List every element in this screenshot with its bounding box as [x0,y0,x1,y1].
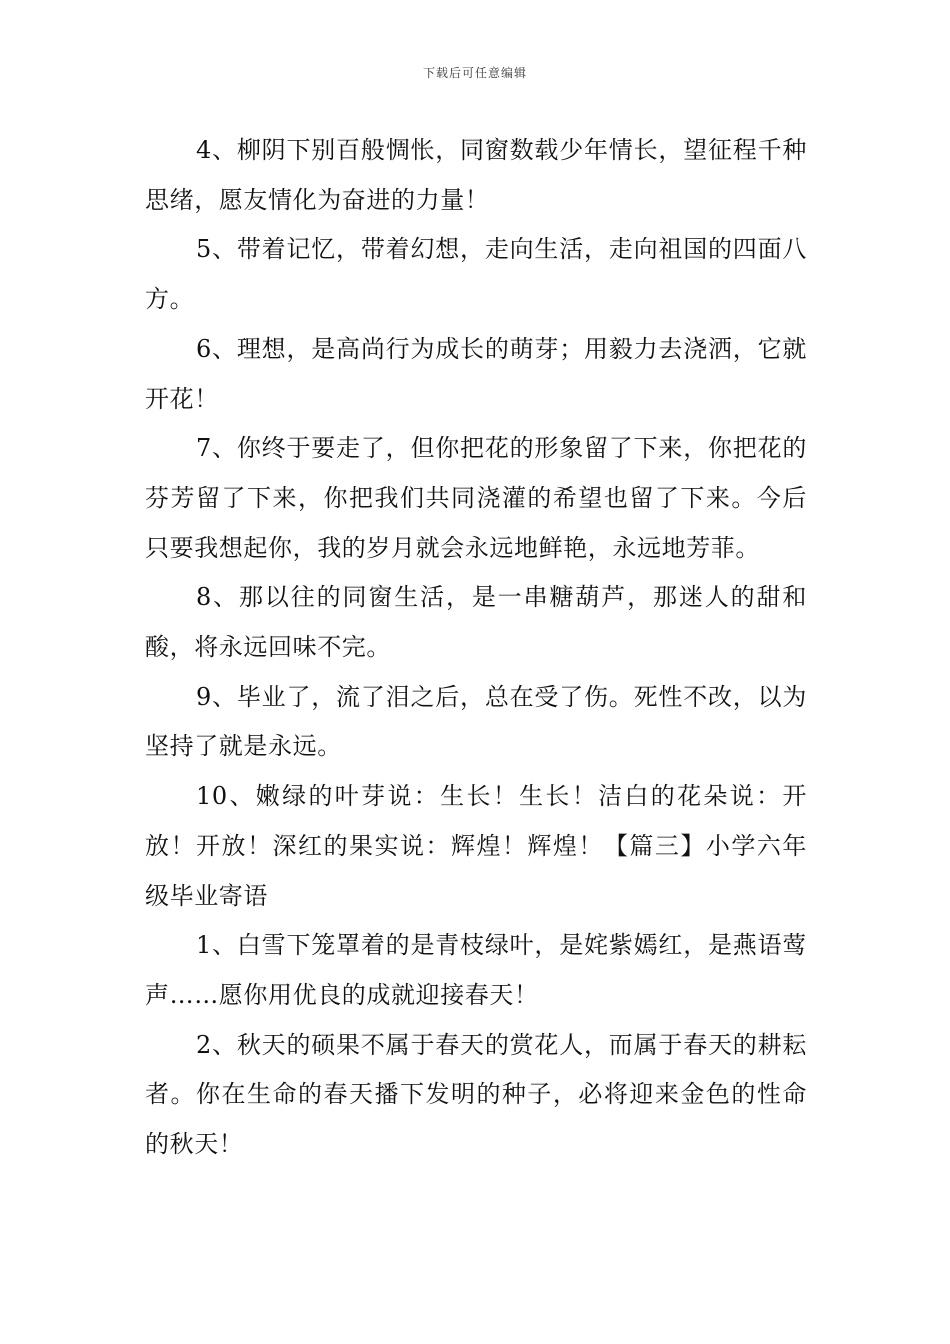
paragraph-8: 8、那以往的同窗生活，是一串糖葫芦，那迷人的甜和酸，将永远回味不完。 [145,583,807,662]
paragraph-9: 9、毕业了，流了泪之后，总在受了伤。死性不改，以为坚持了就是永远。 [145,682,807,761]
paragraph-6: 6、理想，是高尚行为成长的萌芽；用毅力去浇洒，它就开花！ [145,334,807,413]
paragraph-10: 10、嫩绿的叶芽说：生长！生长！洁白的花朵说：开放！开放！深红的果实说：辉煌！辉煌！【篇三】小学六年级毕业寄语 [145,782,807,910]
header-note: 下载后可任意编辑 [422,66,527,80]
paragraph-s3-2: 2、秋天的硕果不属于春天的赏花人，而属于春天的耕耘者。你在生命的春天播下发明的种子，必将迎来金色的性命的秋天！ [145,1030,807,1159]
paragraph-4: 4、柳阴下别百般惆怅，同窗数载少年情长，望征程千种思绪，愿友情化为奋进的力量！ [145,136,807,214]
paragraph-5: 5、带着记忆，带着幻想，走向生活，走向祖国的四面八方。 [145,235,807,314]
document-body [145,126,807,1170]
paragraph-s3-1: 1、白雪下笼罩着的是青枝绿叶，是姹紫嫣红，是燕语莺声……愿你用优良的成就迎接春天！ [145,931,807,1009]
paragraph-7: 7、你终于要走了，但你把花的形象留了下来，你把花的芬芳留了下来，你把我们共同浇灌的希望也留了下来。今后只要我想起你，我的岁月就会永远地鲜艳，永远地芳菲。 [145,434,807,562]
